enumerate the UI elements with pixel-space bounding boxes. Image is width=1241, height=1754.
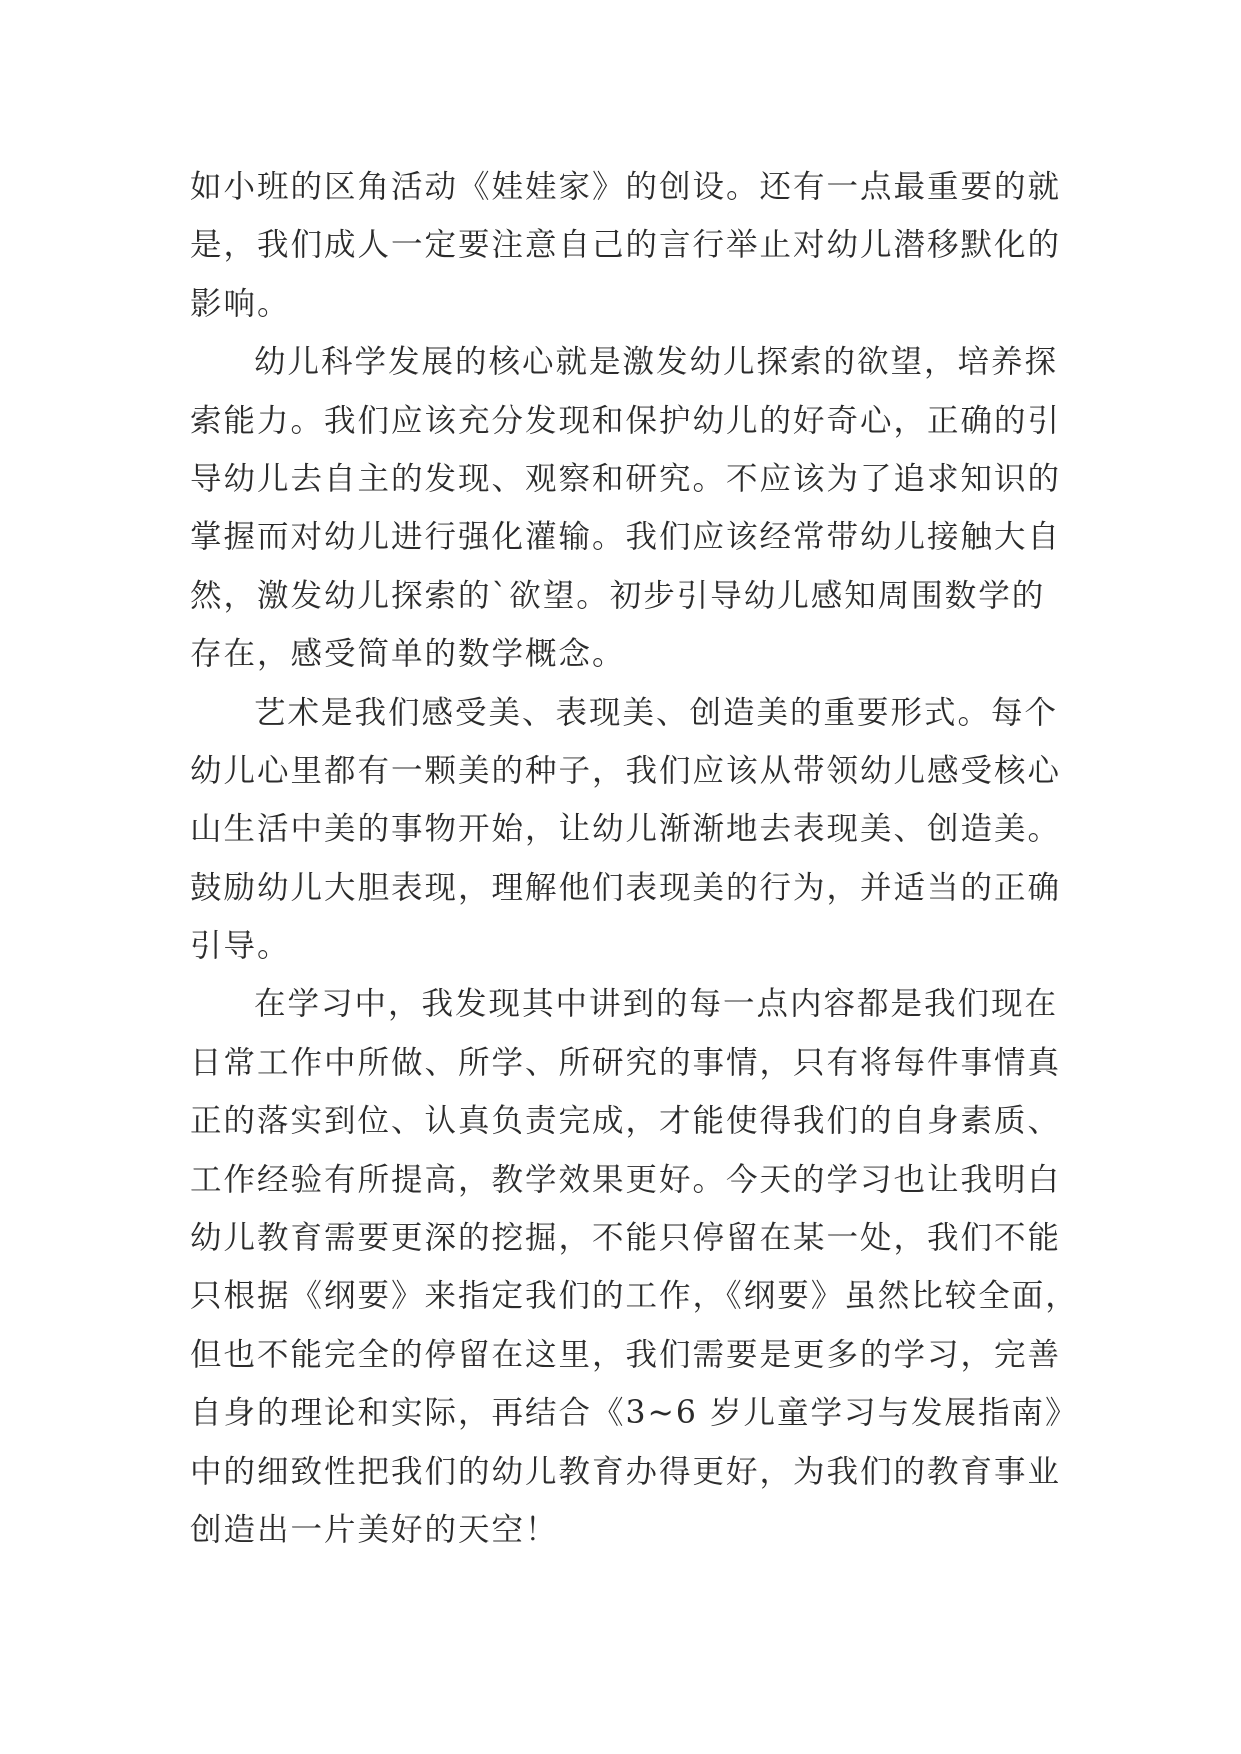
text-line: 只根据《纲要》来指定我们的工作，《纲要》虽然比较全面， xyxy=(190,1278,1079,1315)
text-line: 幼儿心里都有一颗美的种子，我们应该从带领幼儿感受核心 xyxy=(190,752,1062,789)
document-body xyxy=(190,158,1079,1559)
text-line: 幼儿科学发展的核心就是激发幼儿探索的欲望，培养探 xyxy=(254,344,1059,381)
paragraph-2 xyxy=(190,333,1062,683)
text-line: 但也不能完全的停留在这里，我们需要是更多的学习，完善 xyxy=(190,1336,1062,1373)
text-line: 自身的理论和实际，再结合《3~6 岁儿童学习与发展指南》 xyxy=(190,1395,1079,1432)
text-line: 鼓励幼儿大胆表现，理解他们表现美的行为，并适当的正确 xyxy=(190,869,1062,906)
text-line: 是，我们成人一定要注意自己的言行举止对幼儿潜移默化的 xyxy=(190,227,1062,264)
text-line: 存在，感受简单的数学概念。 xyxy=(190,636,626,673)
text-line: 工作经验有所提高，教学效果更好。今天的学习也让我明白 xyxy=(190,1161,1062,1198)
text-line: 掌握而对幼儿进行强化灌输。我们应该经常带幼儿接触大自 xyxy=(190,519,1062,556)
text-line: 如小班的区角活动《娃娃家》的创设。还有一点最重要的就 xyxy=(190,169,1062,205)
paragraph-1 xyxy=(190,158,1062,333)
text-line: 在学习中，我发现其中讲到的每一点内容都是我们现在 xyxy=(254,986,1059,1023)
paragraph-4 xyxy=(190,975,1079,1559)
text-line: 正的落实到位、认真负责完成，才能使得我们的自身素质、 xyxy=(190,1103,1062,1140)
text-line: 创造出一片美好的天空！ xyxy=(190,1511,559,1548)
text-line: 索能力。我们应该充分发现和保护幼儿的好奇心，正确的引 xyxy=(190,402,1062,439)
text-line: 艺术是我们感受美、表现美、创造美的重要形式。每个 xyxy=(254,694,1059,731)
text-line: 山生活中美的事物开始，让幼儿渐渐地去表现美、创造美。 xyxy=(190,811,1062,848)
text-line: 引导。 xyxy=(190,928,291,965)
paragraph-3 xyxy=(190,684,1062,976)
text-line: 影响。 xyxy=(190,285,291,322)
text-line: 幼儿教育需要更深的挖掘，不能只停留在某一处，我们不能 xyxy=(190,1220,1062,1257)
text-line: 导幼儿去自主的发现、观察和研究。不应该为了追求知识的 xyxy=(190,460,1062,497)
text-line: 中的细致性把我们的幼儿教育办得更好，为我们的教育事业 xyxy=(190,1453,1062,1490)
text-line: 日常工作中所做、所学、所研究的事情，只有将每件事情真 xyxy=(190,1044,1062,1081)
text-line: 然，激发幼儿探索的`欲望。初步引导幼儿感知周围数学的 xyxy=(190,577,1046,614)
